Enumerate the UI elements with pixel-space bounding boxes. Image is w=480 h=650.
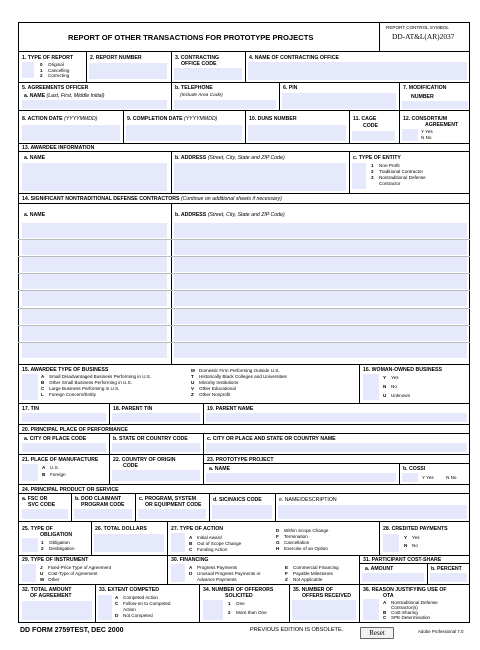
parent-tin-input[interactable] (112, 413, 200, 422)
rule (399, 110, 400, 143)
rule (18, 403, 470, 404)
credited-payments-input[interactable] (383, 534, 399, 552)
nontraditional-name-input[interactable] (22, 274, 167, 289)
f3-label-1: 3. CONTRACTING (175, 55, 220, 61)
f3-label-2: OFFICE CODE (181, 61, 217, 67)
f27-opt-G: G Cancellation (276, 540, 310, 545)
f18-label: 18. PARENT TIN (113, 406, 153, 412)
action-type-input[interactable] (171, 533, 185, 552)
f30-opt-E: E Commercial Financing (285, 565, 339, 570)
rule (427, 563, 428, 584)
f25-label-2: OBLIGATION (40, 532, 73, 538)
f28-label: 28. CREDITED PAYMENTS (383, 526, 448, 532)
rule (167, 555, 168, 584)
cost-share-percent-input[interactable] (430, 573, 467, 582)
f30-opt-Z: Z Not Applicable (285, 577, 323, 582)
rule (18, 193, 470, 194)
rule (171, 203, 172, 364)
f25-opt-1: 1 Obligation (41, 540, 70, 545)
rule (18, 521, 470, 522)
extent-competed-input[interactable] (98, 595, 112, 620)
f27-opt-C: C Funding Action (189, 547, 228, 552)
f12-yes: Y Yes (421, 129, 433, 134)
f23-label: 23. PROTOTYPE PROJECT (207, 457, 274, 463)
rule (171, 82, 172, 110)
f16-opt-N: N No (383, 384, 397, 389)
rule (18, 484, 470, 485)
edition-notice: PREVIOUS EDITION IS OBSOLETE. (250, 627, 344, 633)
officer-name-input[interactable] (22, 100, 167, 109)
f28-opt-N: N No (404, 543, 418, 548)
f27-opt-B: B Out of Scope Change (189, 541, 242, 546)
sec24-title: 24. PRINCIPAL PRODUCT OR SERVICE (22, 487, 119, 493)
type-of-report-input[interactable] (22, 62, 34, 78)
software-version: Adobe Professional 7.0 (418, 629, 464, 634)
tin-input[interactable] (22, 413, 106, 422)
entity-type-input[interactable] (352, 163, 366, 189)
nontraditional-address-input[interactable] (174, 326, 467, 341)
rule (167, 521, 168, 555)
nontraditional-name-input[interactable] (22, 257, 167, 272)
f27-opt-A: A Initial Award (189, 535, 222, 540)
biz-opt-T: T Historically Black Colleges and Universities (191, 374, 287, 379)
f27-opt-H: H Exercise of an Option (276, 546, 328, 551)
form-number: DD FORM 2759TEST, DEC 2000 (20, 627, 124, 634)
contracting-office-name-input[interactable] (248, 62, 467, 80)
nontraditional-name-input[interactable] (22, 240, 167, 255)
f33-opt-D: D Not Competed (115, 613, 153, 618)
f31a-label: a. AMOUNT (365, 566, 394, 572)
dod-claimant-input[interactable] (74, 509, 132, 519)
nontraditional-name-input[interactable] (22, 291, 167, 306)
rule (203, 433, 204, 454)
total-amount-input[interactable] (22, 601, 92, 620)
f1-opt-0: 0 Original (40, 62, 64, 67)
rule (203, 403, 204, 424)
f20a-label: a. CITY OR PLACE CODE (24, 436, 87, 442)
nontraditional-address-input[interactable] (174, 274, 467, 289)
f24a-label-2: SVC CODE (28, 502, 56, 508)
f19-label: 19. PARENT NAME (207, 406, 254, 412)
rule (279, 82, 280, 110)
financing-input[interactable] (171, 564, 185, 582)
f10-label: 10. DUNS NUMBER (249, 116, 297, 122)
ota-reason-input[interactable] (363, 599, 379, 620)
telephone-input[interactable] (174, 100, 276, 109)
f35-label-2: OFFERS RECEIVED (302, 593, 352, 599)
f11-label-2: CODE (363, 123, 378, 129)
rule (18, 110, 470, 111)
rule (203, 463, 470, 464)
biz-opt-M: M Domestic Firm Performing Outside U.S. (191, 368, 280, 373)
rule (199, 584, 200, 623)
f27-label: 27. TYPE OF ACTION (171, 526, 223, 532)
f36-label-2: OTA (383, 593, 394, 599)
rule (18, 364, 470, 365)
rule (245, 51, 246, 82)
rule (109, 433, 110, 454)
f35-label-1: 35. NUMBER OF (293, 587, 334, 593)
rule (275, 493, 276, 521)
f36-opt-B: B Cost-Sharing (383, 610, 418, 615)
biz-opt-B: B Other Small Business Performing in U.S. (41, 380, 132, 385)
action-date-input[interactable] (22, 125, 120, 141)
nontraditional-address-input[interactable] (174, 309, 467, 324)
f29-label: 29. TYPE OF INSTRUMENT (22, 557, 89, 563)
f4-label: 4. NAME OF CONTRACTING OFFICE (249, 55, 339, 61)
rule (245, 110, 246, 143)
rule (18, 82, 470, 83)
offers-received-input[interactable] (292, 600, 356, 620)
f1-label: 1. TYPE OF REPORT (22, 55, 74, 61)
f30-label: 30. FINANCING (171, 557, 209, 563)
rule (18, 433, 470, 434)
entity-opt-1: 1 Non-Profit (371, 163, 400, 168)
f33-opt-C: C Follow-on to Competed (115, 601, 171, 606)
f1-opt-2: 2 Correcting (40, 73, 70, 78)
cossi-input[interactable] (402, 473, 418, 482)
f17-label: 17. TIN (22, 406, 40, 412)
f30-opt-D2: Advance Payments (197, 577, 237, 582)
f36-label-1: 36. REASON JUSTIFYING USE OF (363, 587, 447, 593)
completion-date-input[interactable] (126, 125, 242, 141)
f30-opt-D: D Unusual Progress Payments or (189, 571, 261, 576)
rule (18, 493, 470, 494)
city-code-input[interactable] (22, 443, 106, 452)
description-input[interactable] (278, 505, 467, 519)
entity-opt-2: 2 Traditional Contractor (371, 169, 423, 174)
nontraditional-address-input[interactable] (174, 223, 467, 238)
sec13-name-label: a. NAME (24, 155, 46, 161)
sec13-title: 13. AWARDEE INFORMATION (22, 145, 95, 151)
awardee-address-input[interactable] (174, 163, 346, 191)
country-origin-input[interactable] (112, 470, 200, 481)
f1-opt-1: 1 Cancelling (40, 67, 70, 73)
f28-opt-Y: Y Yes (404, 535, 420, 540)
program-code-input[interactable] (138, 509, 206, 519)
f21-opt-A: A U.S. (42, 465, 59, 470)
f12-label-2: AGREEMENT (425, 122, 459, 128)
sec20-title: 20. PRINCIPAL PLACE OF PERFORMANCE (22, 427, 128, 433)
sec15-title: 15. AWARDEE TYPE OF BUSINESS (22, 367, 109, 373)
header-divider (379, 22, 380, 51)
rule (289, 584, 290, 623)
sec14-title: 14. SIGNIFICANT NONTRADITIONAL DEFENSE CONTRACTORS (Continue on additional sheets if necessary) (22, 196, 282, 202)
f21-opt-B: B Foreign (42, 472, 66, 477)
f31-label: 31. PARTICIPANT COST-SHARE (363, 557, 442, 563)
f16-opt-U: U Unknown (383, 393, 411, 398)
rule (349, 151, 350, 193)
f24c-label-2: OR EQUIPMENT CODE (145, 502, 202, 508)
total-dollars-input[interactable] (94, 534, 164, 552)
f36-opt-A: A Nontraditional Defense (383, 600, 438, 605)
f6-label: 6. PIN (283, 85, 298, 91)
biz-opt-V: V Other Educational (191, 386, 236, 391)
f27-opt-F: F Termination (276, 534, 308, 539)
f30-opt-F: F Payable Milestones (285, 571, 333, 576)
f7-label-1: 7. MODIFICATION (403, 85, 447, 91)
fsc-code-input[interactable] (22, 509, 68, 519)
obligation-type-input[interactable] (22, 538, 38, 552)
f24e-label: e. NAME/DESCRIPTION (279, 497, 337, 503)
rule (349, 110, 350, 143)
f32-label-1: 32. TOTAL AMOUNT (22, 587, 72, 593)
reset-button[interactable]: Reset (360, 627, 394, 639)
f23b-yes: Y Yes (422, 475, 434, 480)
rule (18, 143, 470, 144)
f12-label-1: 12. CONSORTIUM (403, 116, 448, 122)
f36-opt-A2: Contractor(s) (391, 605, 418, 610)
rule (135, 493, 136, 521)
f24b-label-2: PROGRAM CODE (81, 502, 125, 508)
cost-share-amount-input[interactable] (362, 573, 424, 582)
f5b-label: b. TELEPHONE (175, 85, 213, 91)
nontraditional-name-input[interactable] (22, 309, 167, 324)
rule (71, 493, 72, 521)
rule (171, 151, 172, 193)
f32-label-2: OF AGREEMENT (30, 593, 72, 599)
f5-label: 5. AGREEMENTS OFFICER (22, 85, 89, 91)
rule (203, 454, 204, 484)
f24a-label-1: a. FSC OR (22, 496, 48, 502)
f29-opt-J: J Fixed-Price Type of Agreement (40, 565, 111, 570)
nontraditional-name-input[interactable] (22, 326, 167, 341)
sec13-entity-label: c. TYPE OF ENTITY (353, 155, 401, 161)
rule (18, 151, 470, 152)
f36-opt-C: C SPE Determination (383, 615, 431, 620)
rule (359, 555, 360, 584)
rule (109, 454, 110, 484)
f24c-label-1: c. PROGRAM, SYSTEM (139, 496, 197, 502)
modification-number-input[interactable] (402, 101, 468, 109)
rule (209, 493, 210, 521)
rcs-label: REPORT CONTROL SYMBOL (386, 25, 449, 30)
nontraditional-address-input[interactable] (174, 257, 467, 272)
biz-opt-Z: Z Other Nonprofit (191, 392, 231, 397)
awardee-name-input[interactable] (22, 163, 167, 191)
place-name-input[interactable] (206, 443, 467, 452)
rule (91, 521, 92, 555)
woman-owned-input[interactable] (363, 374, 379, 400)
state-code-input[interactable] (112, 443, 200, 452)
consortium-agreement-input[interactable] (402, 129, 418, 141)
rule (95, 584, 96, 623)
nontraditional-address-input[interactable] (174, 240, 467, 255)
f25-opt-2: 2 Deobligation (41, 546, 75, 551)
naics-code-input[interactable] (212, 505, 272, 519)
f34-opt-2: 2 More than One (228, 610, 267, 615)
form-title: REPORT OF OTHER TRANSACTIONS FOR PROTOTYPE PROJECTS (68, 33, 314, 42)
f9-label: 9. COMPLETION DATE (YYYYMMDD) (127, 116, 218, 122)
biz-opt-A: A Small Disadvantaged Business Performing in U.S. (41, 374, 152, 379)
f33-opt-A: A Competed Action (115, 595, 158, 600)
f16-opt-Y: Y Yes (383, 375, 399, 380)
rule (171, 51, 172, 82)
rcs-value: DD-AT&L(AR)2037 (392, 32, 455, 41)
f29-opt-W: W Other (40, 577, 60, 582)
f8-label: 8. ACTION DATE (YYYYMMDD) (22, 116, 98, 122)
f30-opt-A: A Progress Payments (189, 565, 238, 570)
biz-opt-U: U Minority Institutions (191, 380, 239, 385)
f20b-label: b. STATE OR COUNTRY CODE (113, 436, 188, 442)
manufacture-input[interactable] (22, 464, 38, 481)
rule (399, 82, 400, 110)
f22-label-2: CODE (123, 463, 138, 469)
f7-label-2: NUMBER (411, 94, 434, 100)
parent-name-input[interactable] (206, 413, 467, 422)
rule (399, 463, 400, 484)
sec14-name-label: a. NAME (24, 212, 46, 218)
f11-label-1: 11. CAGE (353, 116, 377, 122)
f33-label: 33. EXTENT COMPETED (99, 587, 159, 593)
f26-label: 26. TOTAL DOLLARS (95, 526, 147, 532)
f22-label-1: 22. COUNTRY OF ORIGIN (113, 457, 176, 463)
rule (18, 203, 470, 204)
nontraditional-address-input[interactable] (174, 291, 467, 306)
rule (359, 563, 470, 564)
business-type-input[interactable] (22, 374, 38, 400)
f31b-label: b. PERCENT (431, 566, 462, 572)
f23b-no: N No (446, 475, 457, 480)
rule (18, 424, 470, 425)
f34-opt-1: 1 One (228, 601, 245, 606)
f20c-label: c. CITY OR PLACE AND STATE OR COUNTRY NAME (207, 436, 336, 442)
sec14-address-label: b. ADDRESS (Street, City, State and ZIP Code) (175, 212, 285, 218)
nontraditional-address-input[interactable] (174, 343, 467, 358)
f21-label: 21. PLACE OF MANUFACTURE (22, 457, 99, 463)
duns-number-input[interactable] (248, 125, 346, 141)
instrument-type-input[interactable] (22, 564, 36, 582)
nontraditional-name-input[interactable] (22, 343, 167, 358)
f24b-label-1: b. DOD CLAIMANT (75, 496, 122, 502)
rule (86, 51, 87, 82)
cage-code-input[interactable] (352, 131, 395, 141)
f24d-label: d. SIC/NAICS CODE (213, 497, 262, 503)
nontraditional-name-input[interactable] (22, 223, 167, 238)
f23b-label: b. COSSI (403, 466, 426, 472)
sec13-address-label: b. ADDRESS (Street, City, State and ZIP Code) (175, 155, 285, 161)
biz-opt-C: C Large Business Performing in U.S. (41, 386, 120, 391)
f34-label-2: SOLICITED (225, 593, 253, 599)
f16-label: 16. WOMAN-OWNED BUSINESS (363, 367, 442, 373)
f34-label-1: 34. NUMBER OF OFFERORS (203, 587, 274, 593)
entity-opt-3b: Contractor (379, 181, 401, 186)
f33-opt-C2: Action (123, 607, 136, 612)
f25-label-1: 25. TYPE OF (22, 526, 53, 532)
contracting-office-code-input[interactable] (174, 68, 242, 80)
f12-no: N No (421, 135, 432, 140)
rule (359, 364, 360, 403)
rule (18, 555, 470, 556)
f2-label: 2. REPORT NUMBER (90, 55, 142, 61)
f5a-label: a. NAME (Last, First, Middle Initial) (24, 93, 105, 99)
offerors-solicited-input[interactable] (203, 600, 223, 620)
rule (109, 403, 110, 424)
report-number-input[interactable] (89, 63, 167, 79)
entity-opt-3: 3 Nontraditional Defense (371, 175, 426, 180)
rule (123, 110, 124, 143)
f27-opt-D: D Within Scope Change (276, 528, 329, 533)
rule (359, 584, 360, 623)
pin-input[interactable] (282, 93, 396, 109)
f23a-label: a. NAME (209, 466, 231, 472)
f5b-hint: (Include Area Code) (180, 93, 223, 98)
rule (18, 584, 470, 585)
rule (379, 521, 380, 555)
rule (18, 454, 470, 455)
biz-opt-L: L Foreign Concern/Entity (41, 392, 96, 397)
project-name-input[interactable] (206, 473, 396, 482)
f29-opt-U: U Cost-Type of Agreement (40, 571, 98, 576)
